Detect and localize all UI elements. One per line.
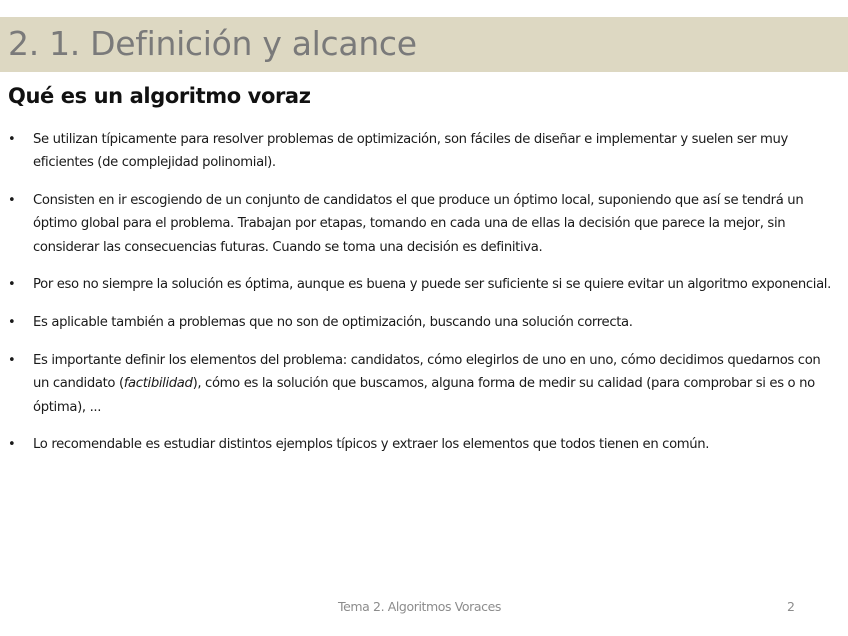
slide-title: 2. 1. Definición y alcance [8,24,417,63]
slide-subtitle: Qué es un algoritmo voraz [8,84,311,108]
page-number: 2 [787,599,795,614]
bullet-item: • Se utilizan típicamente para resolver problemas de optimización, son fáciles de diseñar e implementar y suelen ser muy eficientes (de complejidad polinomial). [8,128,840,175]
emphasis-text: factibilidad [123,376,193,392]
bullet-text: ), cómo es la solución que buscamos, alguna forma de medir su calidad (para comprobar si es o no óptima), ... [33,376,815,415]
footer-text: Tema 2. Algoritmos Voraces [338,599,502,614]
bullet-list [8,128,840,471]
bullet-item: • Por eso no siempre la solución es óptima, aunque es buena y puede ser suficiente si se quiere evitar un algoritmo exponencial. [8,273,840,296]
bullet-item: • Consisten en ir escogiendo de un conjunto de candidatos el que produce un óptimo local, suponiendo que así se tendrá un óptimo global para el problema. Trabajan por etapas, tomando en cada una de ellas la decisión que parece la mejor, sin considerar las consecuencias futuras. Cuando se toma una decisión es definitiva. [8,189,840,259]
bullet-item [8,349,840,419]
bullet-item: • Es aplicable también a problemas que no son de optimización, buscando una solución correcta. [8,311,840,334]
bullet-item: • Lo recomendable es estudiar distintos ejemplos típicos y extraer los elementos que todos tienen en común. [8,433,840,456]
bullet-text: Es importante definir los elementos del problema: candidatos, cómo elegirlos de uno en uno, cómo decidimos quedarnos con un candidato ( [33,353,821,392]
